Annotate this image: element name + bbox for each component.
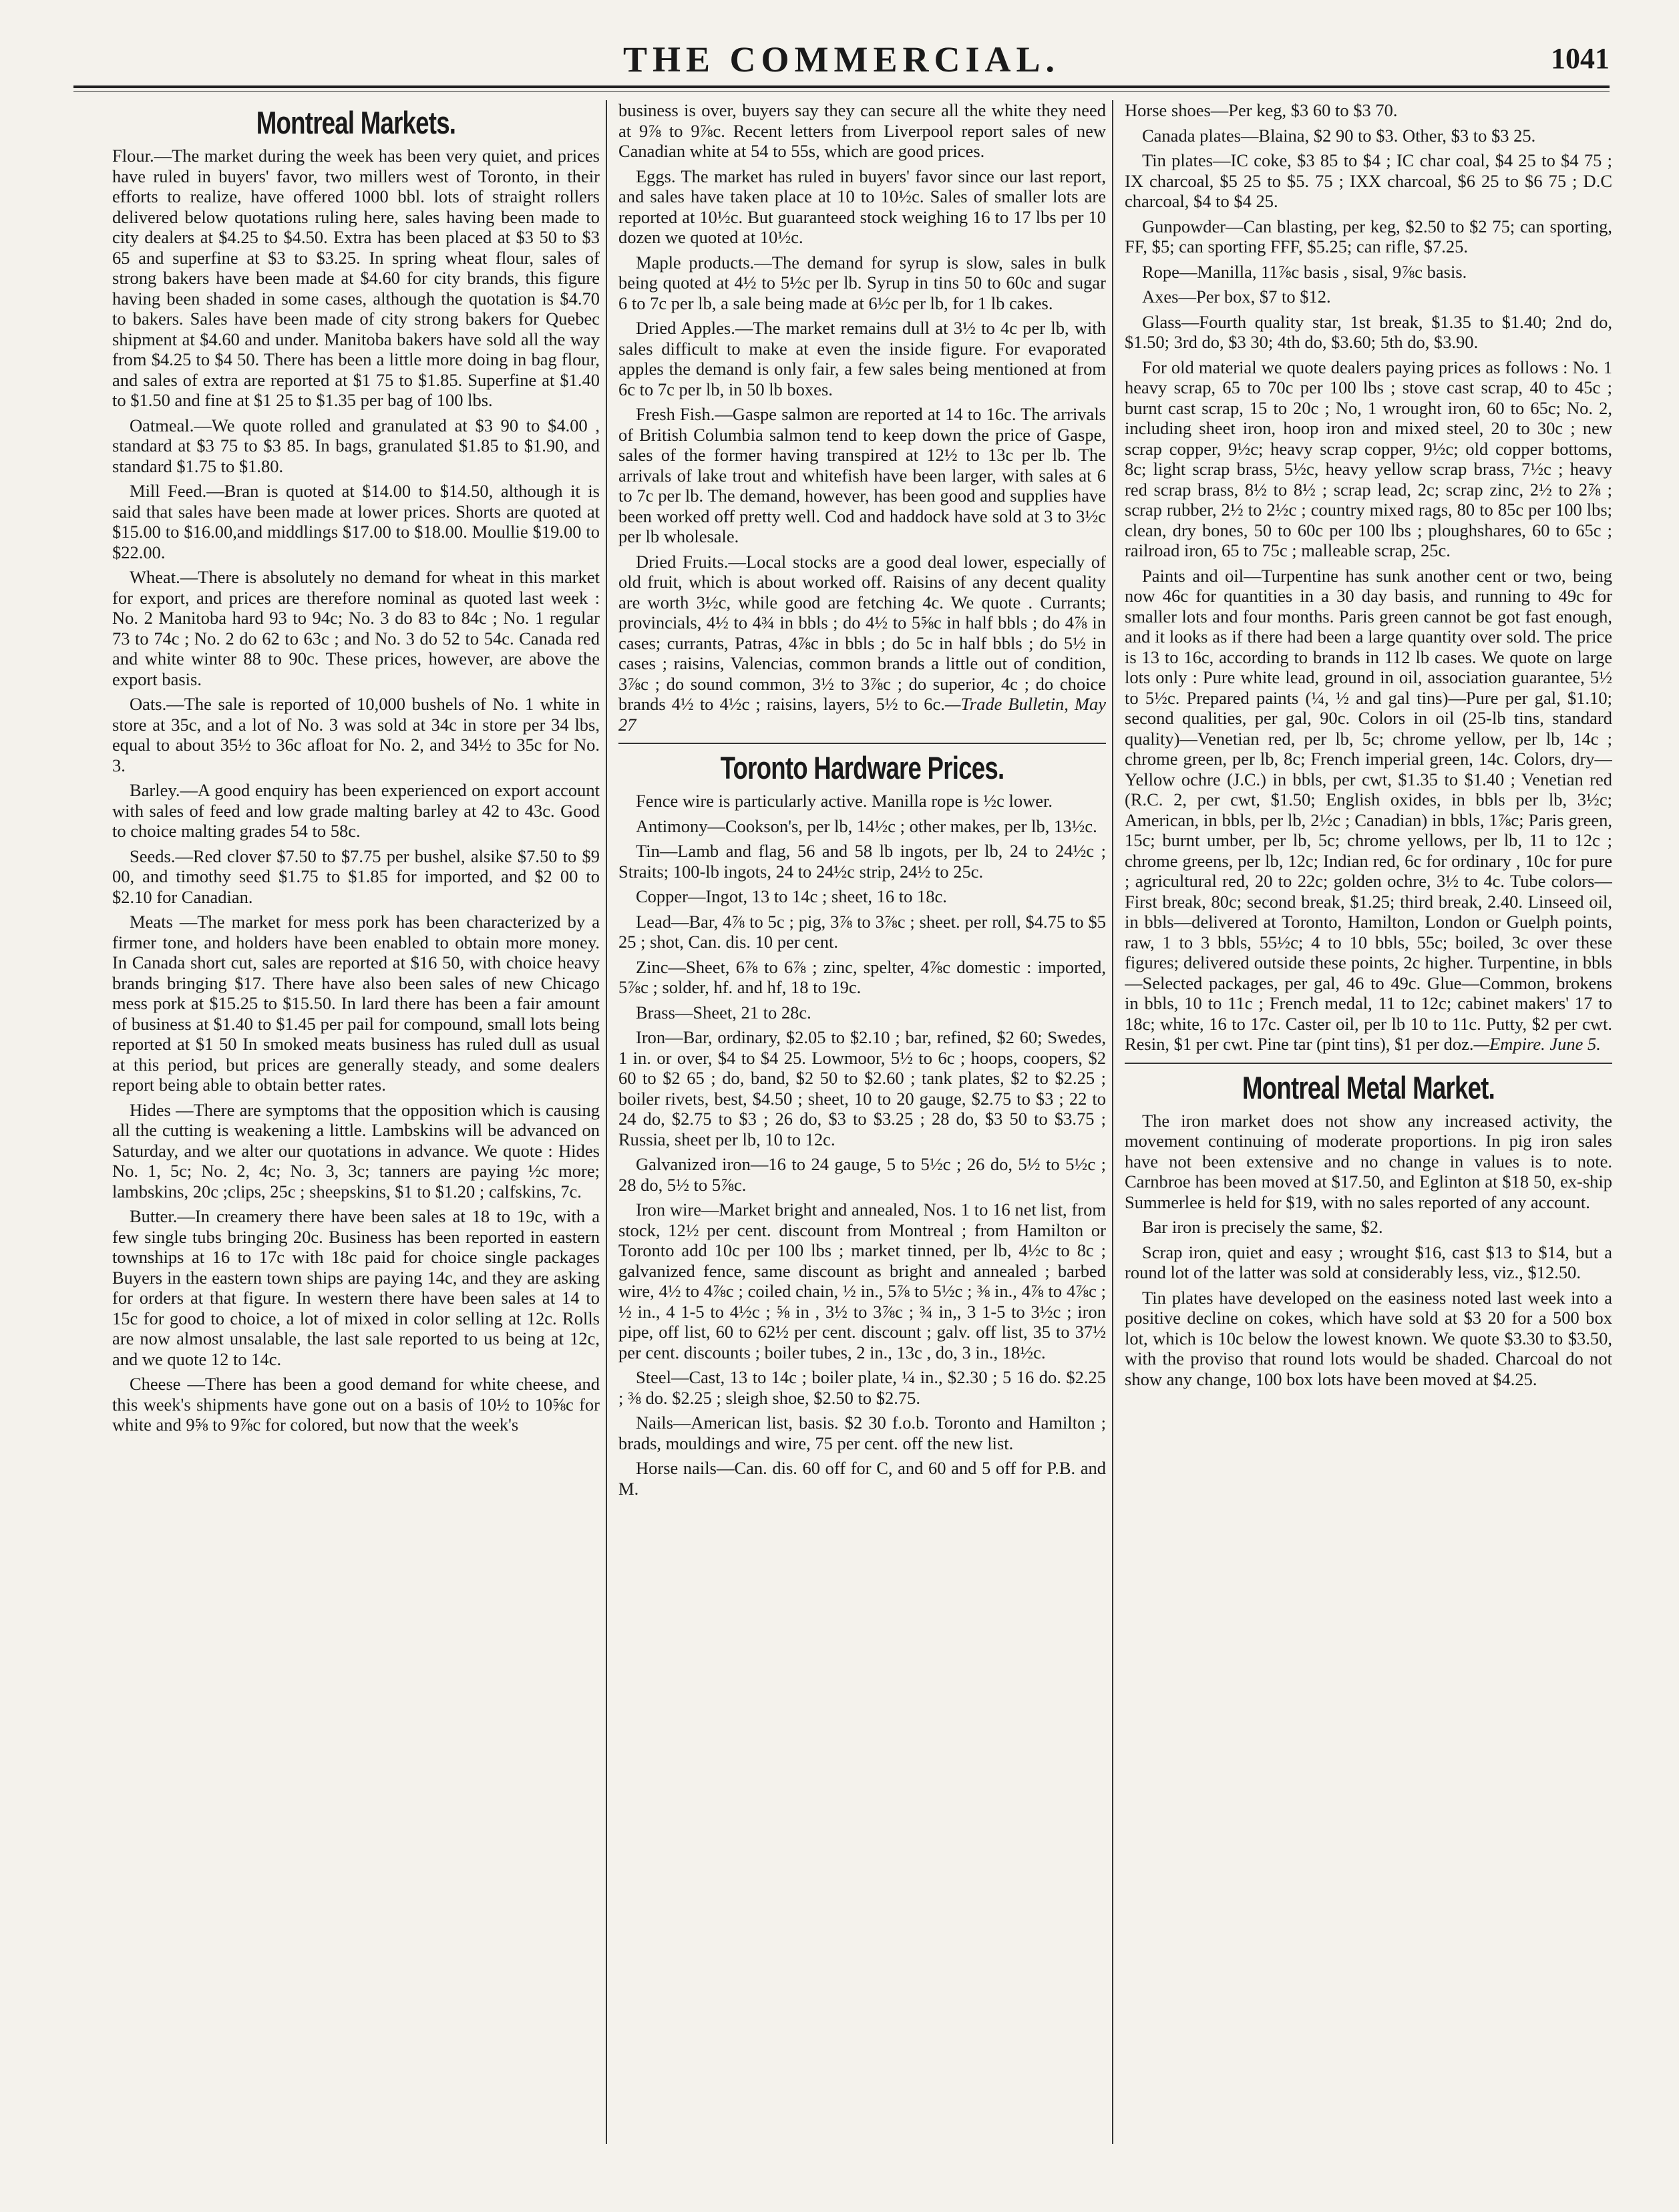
paragraph bbox=[1125, 566, 1612, 1055]
paragraph: Copper—Ingot, 13 to 14c ; sheet, 16 to 18c. bbox=[636, 886, 947, 906]
paragraph: For old material we quote dealers paying prices as follows : No. 1 heavy scrap, 65 to 70c per 100 lbs ; stove cast scrap, 40 to 45c ; burnt cast scrap, 15 to 20c ; No, 1 wrought iron, 60 to 65c; No. 2, including sheet iron, hoop iron and mixed steel, 20 to 30c ; new scrap copper, 9½c; heavy scrap copper, 9½c; old copper bottoms, 8c; light scrap brass, 5½c, heavy yellow scrap brass, 7½c ; heavy red scrap brass, 8½ to 8½ ; scrap lead, 2c; scrap zinc, 2½ to 2⅞ ; scrap rubber, 2½ to 2½c ; country mixed rags, 80 to 85c per 100 lbs; clean, dry bones, 50 to 60c per 100 lbs ; ploughshares, 60 to 65c ; railroad iron, 65 to 75c ; malleable scrap, 25c. bbox=[1125, 357, 1612, 560]
paragraph: Flour.—The market during the week has been very quiet, and prices have ruled in buyers' favor, two millers west of Toronto, in their efforts to realize, have offered 1000 bbl. lots of straight rollers delivered below quotations ruling here, sales having been made to city dealers at $4.25 to $4.50. Extra has been placed at $3 50 to $3 65 and superfine at $3 to $3.25. In spring wheat flour, sales of strong bakers have been made at $4.60 for city brands, this figure having been shaded in some cases, although the quotation is $4.70 to bakers. Sales have been made of city strong bakers for Quebec shipment at $4.60 and under. Manitoba bakers have sold all the way from $4.25 to $4 50. There has been a little more doing in bag flour, and sales of extra are reported at $1 75 to $1.85. Superfine at $1.40 to $1.50 and fine at $1 25 to $1.35 per bag of 100 lbs. bbox=[112, 146, 600, 410]
column-divider bbox=[606, 100, 607, 2144]
paragraph: Antimony—Cookson's, per lb, 14½c ; other makes, per lb, 13½c. bbox=[636, 815, 1097, 836]
paragraph: Tin plates have developed on the easiness noted last week into a positive decline on cokes, which have sold at $3 20 for a 500 box lot, which is 10c below the lowest known. We quote $3.30 to $3.50, with the proviso that round lots would be shaded. Charcoal do not show any change, 100 box lots have been moved at $4.25. bbox=[1125, 1287, 1612, 1389]
paragraph: Scrap iron, quiet and easy ; wrought $16, cast $13 to $14, but a round lot of the latter was sold at considerably less, viz., $12.50. bbox=[1125, 1242, 1612, 1282]
paragraph: Oats.—The sale is reported of 10,000 bushels of No. 1 white in store at 35c, and a lot of No. 3 was sold at 34c in store per 34 lbs, equal to about 35½ to 36c afloat for No. 2, and 34½ to 35c for No. 3. bbox=[112, 694, 600, 775]
paragraph: Mill Feed.—Bran is quoted at $14.00 to $14.50, although it is said that sales have been made at lower prices. Shorts are quoted at $15.00 to $16.00,and middlings $17.00 to $18.00. Moullie $19.00 to $22.00. bbox=[112, 481, 600, 562]
paragraph: Horse shoes—Per keg, $3 60 to $3 70. bbox=[1125, 100, 1398, 120]
column-2 bbox=[618, 100, 1106, 2184]
masthead bbox=[73, 33, 1610, 80]
paragraph: Rope—Manilla, 11⅞c basis , sisal, 9⅞c basis. bbox=[1142, 261, 1467, 282]
article-heading: Montreal Markets. bbox=[256, 105, 456, 140]
paragraph: Lead—Bar, 4⅞ to 5c ; pig, 3⅞ to 3⅞c ; sheet. per roll, $4.75 to $5 25 ; shot, Can. dis. 10 per cent. bbox=[618, 911, 1106, 952]
paragraph: Brass—Sheet, 21 to 28c. bbox=[636, 1002, 811, 1023]
paragraph: Hides —There are symptoms that the opposition which is causing all the cutting is weakening a little. Lambskins will be advanced on Saturday, and we alter our quotations in advance. We quote : Hides No. 1, 5c; No. 2, 4c; No. 3, 3c; tanners are paying ½c more; lambskins, 20c ;clips, 25c ; sheepskins, $1 to $1.20 ; calfskins, 7c. bbox=[112, 1099, 600, 1202]
paragraph: Barley.—A good enquiry has been experienced on export account with sales of feed and low grade malting barley at 42 to 43c. Good to choice malting grades 54 to 58c. bbox=[112, 780, 600, 841]
source-credit: —Empire. June 5. bbox=[1473, 1034, 1601, 1054]
paragraph: Dried Apples.—The market remains dull at 3½ to 4c per lb, with sales difficult to make at even the inside figure. For evaporated apples the demand is only fair, a few sales being mentioned at from 6c to 7c per lb, in 50 lb boxes. bbox=[618, 318, 1106, 399]
paragraph: Axes—Per box, $7 to $12. bbox=[1142, 287, 1331, 307]
paragraph-text: Dried Fruits.—Local stocks are a good deal lower, especially of old fruit, which is about worked off. Raisins of any decent quality are worth 3½c, while good are fetching 4c. We quote . Currants; provincials, 4½ to 4¾ in bbls ; do 4½ to 5⅝c in half bbls ; do 4⅞ in cases; currants, Patras, 4⅞c in bbls ; do 5c in half bbls ; do 5½ in cases ; raisins, Valencias, common brands a little out of condition, 3⅞c ; do sound common, 3½ to 3⅞c ; do superior, 4c ; do choice brands 4½ to 4½c ; raisins, layers, 5½ to 6c. bbox=[618, 551, 1106, 714]
column-1 bbox=[112, 100, 600, 2184]
paragraph: Wheat.—There is absolutely no demand for wheat in this market for export, and prices are therefore nominal as quoted last week : No. 2 Manitoba hard 93 to 94c; No. 3 do 83 to 84c ; No. 1 regular 73 to 74c ; No. 2 do 62 to 63c ; and No. 3 do 52 to 54c. Canada red and white winter 88 to 90c. These prices, however, are above the export basis. bbox=[112, 567, 600, 689]
paragraph: Iron—Bar, ordinary, $2.05 to $2.10 ; bar, refined, $2 60; Swedes, 1 in. or over, $4 to $4 25. Lowmoor, 5½ to 6c ; hoops, coopers, $2 60 to $2 65 ; do, band, $2 50 to $2.60 ; tank plates, $2 to $2.25 ; boiler rivets, best, $4.50 ; sheet, 10 to 20 gauge, $2.75 to $3 ; 22 to 24 do, $2.75 to $3 ; 26 do, $3 to $3.25 ; 28 do, $3 50 to $3.75 ; Russia, sheet per lb, 10 to 12c. bbox=[618, 1027, 1106, 1149]
paragraph-text: Paints and oil—Turpentine has sunk another cent or two, being now 46c for quantities in a 30 day basis, and running to 49c for smaller lots and four months. Paris green cannot be got fast enough, and it looks as if there had been a large quantity over sold. The price is 13 to 16c, according to brands in 112 lb cases. We quote on large lots only : Pure white lead, ground in oil, association guarantee, 5½ to 5½c. Prepared paints (¼, ½ and gal tins)—Pure per gal, $1.10; second qualities, per gal, 90c. Colors in oil (25-lb tins, standard quality)—Venetian red, per lb, 5c; chrome yellow, per lb, 14c ; chrome green, per lb, 8c; French imperial green, 14c. Colors, dry—Yellow ochre (J.C.) in bbls, per cwt, $1.35 to $1.40 ; Venetian red (R.C. 2, per cwt, $1.50; English oxides, in bbls per lb, 3½c; American, in bbls, per lb, 2½c ; Canadian) in bbls, 1⅞c; Paris green, 15c; burnt umber, per lb, 5c; chrome yellows, per lb, 11 to 12c ; chrome greens, per lb, 12c; Indian red, 6c for ordinary , 10c for pure ; agricultural red, 20 to 22c; golden ochre, 3½ to 4c. Tube colors—First break, 80c; second break, $1.25; third break, 2.40. Linseed oil, in bbls—delivered at Toronto, Hamilton, London or Guelph points, raw, 1 to 3 bbls, 55½c; 4 to 10 bbls, 55c; boiled, 3c over these figures; delivered outside these points, 2c higher. Turpentine, in bbls—Selected packages, per gal, 46 to 49c. Glue—Common, brokens in bbls, 10 to 11c ; French medal, 11 to 12c; cabinet makers' 17 to 18c; white, 16 to 17c. Caster oil, per lb 10 to 11c. Putty, $2 per cwt. Resin, $1 per cwt. Pine tar (pint tins), $1 per doz. bbox=[1125, 565, 1612, 1054]
page-number: 1041 bbox=[1551, 42, 1610, 75]
paragraph: Fence wire is particularly active. Manilla rope is ½c lower. bbox=[636, 791, 1053, 811]
paragraph: Galvanized iron—16 to 24 gauge, 5 to 5½c ; 26 do, 5½ to 5½c ; 28 do, 5½ to 5⅞c. bbox=[618, 1154, 1106, 1195]
paragraph: Seeds.—Red clover $7.50 to $7.75 per bushel, alsike $7.50 to $9 00, and timothy seed $1.75 to $1.85 for imported, and $2 00 to $2.10 for Canadian. bbox=[112, 846, 600, 907]
paragraph: Horse nails—Can. dis. 60 off for C, and 60 and 5 off for P.B. and M. bbox=[618, 1458, 1106, 1499]
article-heading: Montreal Metal Market. bbox=[1242, 1069, 1495, 1105]
paragraph: Tin—Lamb and flag, 56 and 58 lb ingots, per lb, 24 to 24½c ; Straits; 100-lb ingots, 24 to 24½c strip, 24½ to 25c. bbox=[618, 841, 1106, 882]
paragraph: Zinc—Sheet, 6⅞ to 6⅞ ; zinc, spelter, 4⅞c domestic : imported, 5⅞c ; solder, hf. and hf, 18 to 19c. bbox=[618, 956, 1106, 997]
paragraph bbox=[618, 552, 1106, 735]
paragraph: Canada plates—Blaina, $2 90 to $3. Other, $3 to $3 25. bbox=[1142, 125, 1536, 146]
paragraph: Tin plates—IC coke, $3 85 to $4 ; IC char coal, $4 25 to $4 75 ; IX charcoal, $5 25 to $5. 75 ; IXX charcoal, $6 25 to $6 75 ; D.C charcoal, $4 to $4 25. bbox=[1125, 150, 1612, 211]
paragraph: Fresh Fish.—Gaspe salmon are reported at 14 to 16c. The arrivals of British Columbia salmon tend to keep down the price of Gaspe, sales of the former having transpired at 12½ to 13c per lb. The arrivals of lake trout and whitefish have been larger, with sales at 6 to 7c per lb. The demand, however, has been good and supplies have been worked off pretty well. Cod and haddock have sold at 3 to 3½c per lb wholesale. bbox=[618, 404, 1106, 546]
paragraph: Oatmeal.—We quote rolled and granulated at $3 90 to $4.00 , standard at $3 75 to $3 85. In bags, granulated $1.85 to $1.90, and standard $1.75 to $1.80. bbox=[112, 415, 600, 476]
paragraph: Steel—Cast, 13 to 14c ; boiler plate, ¼ in., $2.30 ; 5 16 do. $2.25 ; ⅜ do. $2.25 ; sleigh shoe, $2.50 to $2.75. bbox=[618, 1367, 1106, 1408]
paragraph: Iron wire—Market bright and annealed, Nos. 1 to 16 net list, from stock, 12½ per cent. discount from Montreal ; from Hamilton or Toronto add 10c per 100 lbs ; market tinned, per lb, 4½c to 8c ; galvanized fence, same discount as bright and annealed ; barbed wire, 4½ to 4⅞c ; coiled chain, ½ in., 5⅞ to 5½c ; ⅜ in., 4⅞ to 4⅞c ; ½ in., 4 1-5 to 4½c ; ⅝ in , 3½ to 3⅞c ; ¾ in,, 3 1-5 to 3½c ; iron pipe, off list, 60 to 62½ per cent. discount ; galv. off list, 35 to 37½ per cent. discounts ; boiler tubes, 2 in., 13c , do, 3 in., 18½c. bbox=[618, 1200, 1106, 1362]
paragraph: Butter.—In creamery there have been sales at 18 to 19c, with a few single tubs bringing 20c. Business has been reported in eastern townships at 16 to 17c with 18c paid for choice single packages Buyers in the eastern town ships are paying 14c, and they are asking for orders at that figure. In western there have been sales at 14 to 15c for good to choice, a lot of mixed in color selling at 12c. Rolls are now almost unsalable, the last sale reported to us being at 12c, and we quote 12 to 14c. bbox=[112, 1206, 600, 1369]
section-rule bbox=[1125, 1063, 1612, 1064]
paragraph: Meats —The market for mess pork has been characterized by a firmer tone, and holders have been enabled to obtain more money. In Canada short cut, sales are reported at $16 50, with choice heavy brands bringing $17. There have also been sales of new Chicago mess pork at $15.25 to $15.50. In lard there has been a fair amount of business at $1.40 to $1.45 per pail for compound, small lots being reported at $1 50 In smoked meats business has ruled dull as usual at this period, but prices are generally steady, and some dealers report being able to obtain better rates. bbox=[112, 912, 600, 1095]
paragraph: Nails—American list, basis. $2 30 f.o.b. Toronto and Hamilton ; brads, mouldings and wire, 75 per cent. off the new list. bbox=[618, 1413, 1106, 1453]
paragraph: The iron market does not show any increased activity, the movement continuing of moderate proportions. In pig iron sales have not been extensive and no change in values is to note. Carnbroe has been moved at $17.50, and Eglinton at $18 50, ex-ship Summerlee is held for $19, with no sales reported of any account. bbox=[1125, 1110, 1612, 1212]
source-credit: —Trade Bulletin, May 27 bbox=[618, 694, 1106, 735]
paragraph: Bar iron is precisely the same, $2. bbox=[1142, 1217, 1383, 1237]
publication-title: THE COMMERCIAL. bbox=[622, 39, 1060, 79]
paragraph: Eggs. The market has ruled in buyers' favor since our last report, and sales have taken place at 10 to 10½c. Sales of smaller lots are reported at 10½c. But guaranteed stock weighing 16 to 17 lbs per 10 dozen we quoted at 10½c. bbox=[618, 166, 1106, 247]
paragraph: Cheese —There has been a good demand for white cheese, and this week's shipments have gone out on a basis of 10½ to 10⅝c for white and 9⅝ to 9⅞c for colored, but now that the week's bbox=[112, 1374, 600, 1435]
article-heading: Toronto Hardware Prices. bbox=[720, 750, 1004, 785]
header-rule bbox=[73, 85, 1610, 88]
paragraph: business is over, buyers say they can secure all the white they need at 9⅞ to 9⅞c. Recent letters from Liverpool report sales of new Canadian white at 54 to 55s, which are good prices. bbox=[618, 100, 1106, 161]
paragraph: Maple products.—The demand for syrup is slow, sales in bulk being quoted at 4½ to 5½c per lb. Syrup in tins 50 to 60c and sugar 6 to 7c per lb, a sale being made at 6½c per lb, for 1 lb cakes. bbox=[618, 252, 1106, 313]
column-3 bbox=[1125, 100, 1612, 2184]
section-rule bbox=[618, 743, 1106, 744]
column-divider bbox=[1112, 100, 1113, 2144]
paragraph: Gunpowder—Can blasting, per keg, $2.50 to $2 75; can sporting, FF, $5; can sporting FFF, $5.25; can rifle, $7.25. bbox=[1125, 216, 1612, 256]
paragraph: Glass—Fourth quality star, 1st break, $1.35 to $1.40; 2nd do, $1.50; 3rd do, $3 30; 4th do, $3.60; 5th do, $3.90. bbox=[1125, 311, 1612, 352]
